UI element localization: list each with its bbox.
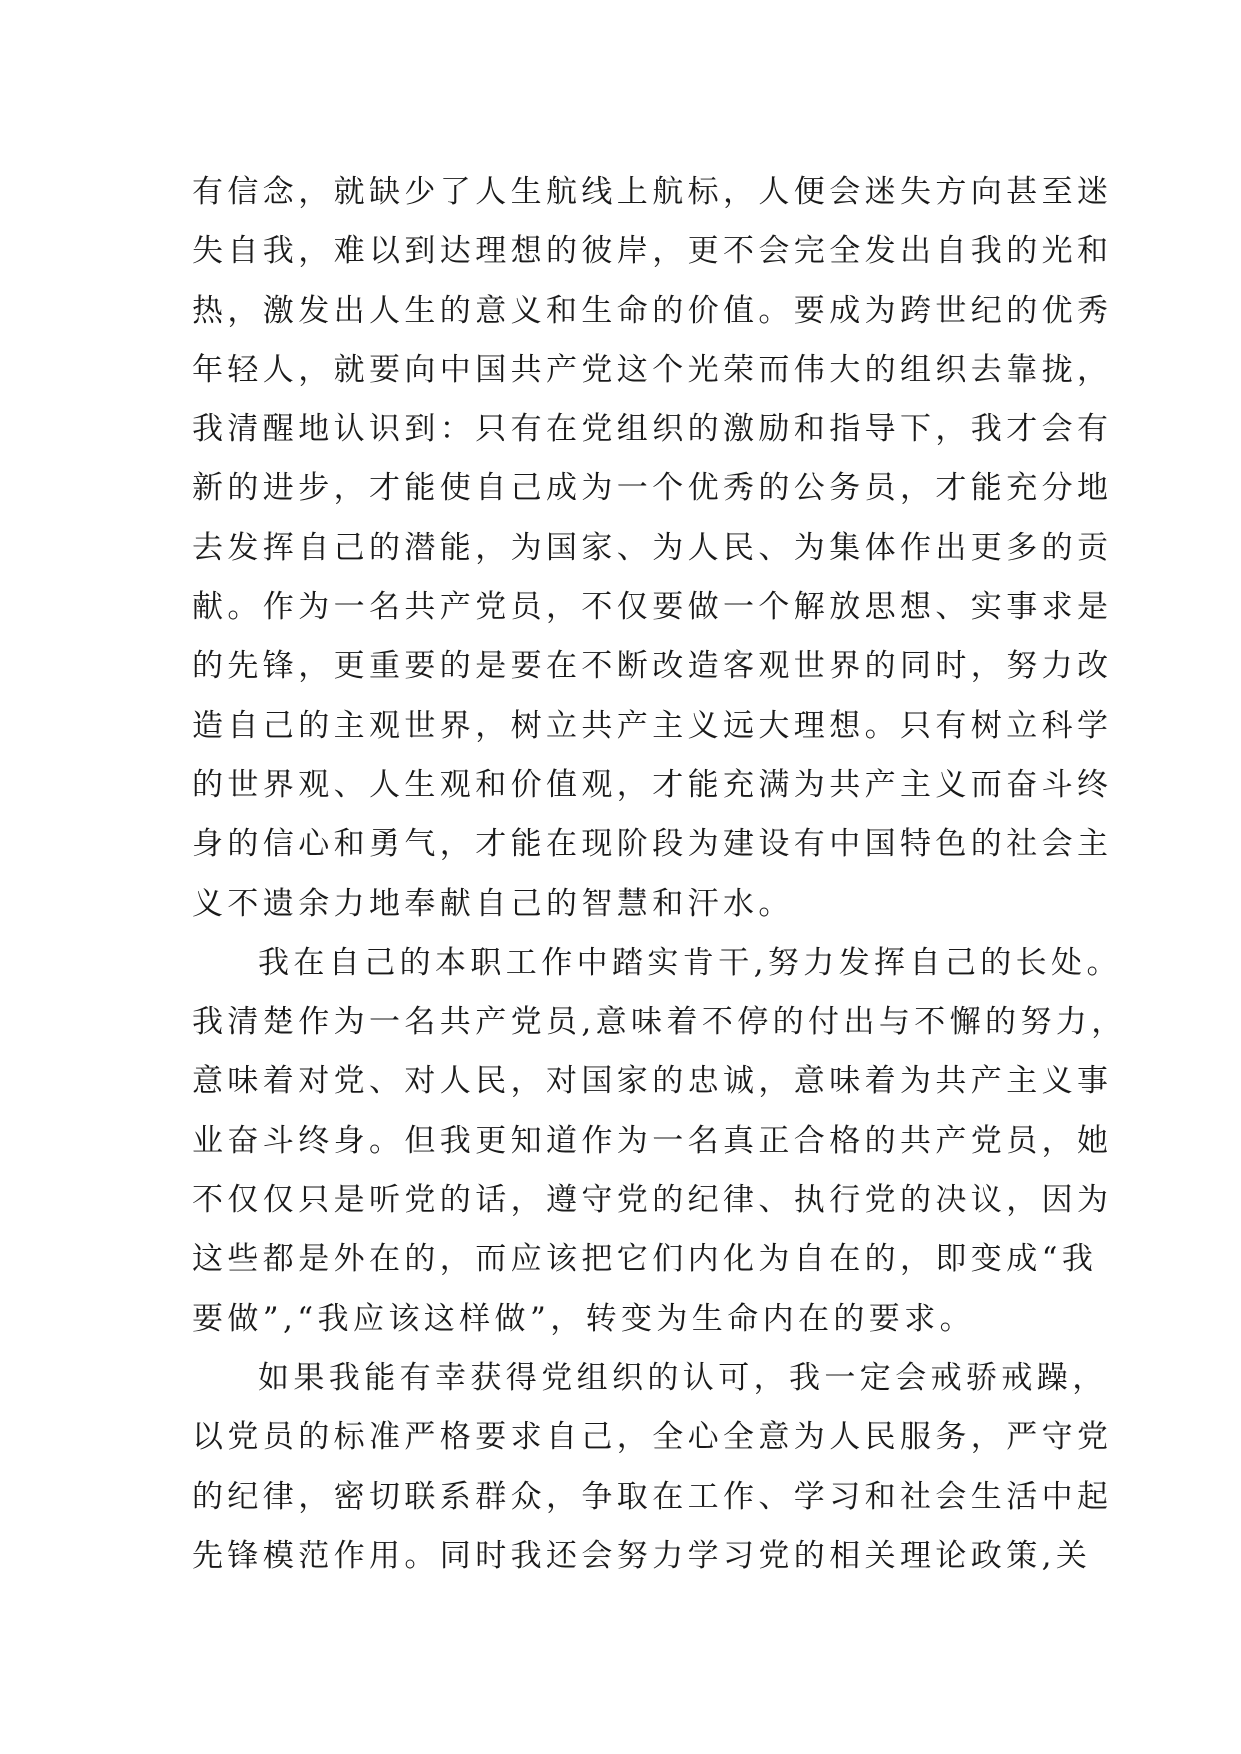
text-line: 失自我，难以到达理想的彼岸，更不会完全发出自我的光和 <box>192 233 1113 270</box>
text-line: 以党员的标准严格要求自己，全心全意为人民服务，严守党 <box>192 1419 1113 1456</box>
paragraph-2 <box>192 934 1127 1349</box>
text-line: 我清楚作为一名共产党员,意味着不停的付出与不懈的努力， <box>192 1004 1127 1041</box>
text-line: 义不遗余力地奉献自己的智慧和汗水。 <box>192 885 794 922</box>
text-line: 要做”,“我应该这样做”，转变为生命内在的要求。 <box>192 1300 975 1337</box>
text-line: 献。作为一名共产党员，不仅要做一个解放思想、实事求是 <box>192 589 1113 626</box>
text-line: 身的信心和勇气，才能在现阶段为建设有中国特色的社会主 <box>192 826 1113 863</box>
text-line: 去发挥自己的潜能，为国家、为人民、为集体作出更多的贡 <box>192 529 1113 566</box>
paragraph-3 <box>192 1349 1113 1586</box>
text-line: 有信念，就缺少了人生航线上航标，人便会迷失方向甚至迷 <box>192 174 1113 210</box>
text-line: 意味着对党、对人民，对国家的忠诚，意味着为共产主义事 <box>192 1063 1113 1100</box>
text-line: 先锋模范作用。同时我还会努力学习党的相关理论政策,关 <box>192 1537 1092 1574</box>
text-line: 年轻人，就要向中国共产党这个光荣而伟大的组织去靠拢， <box>192 351 1113 388</box>
text-line-first: 如果我能有幸获得党组织的认可，我一定会戒骄戒躁， <box>258 1359 1108 1396</box>
text-line: 新的进步，才能使自己成为一个优秀的公务员，才能充分地 <box>192 470 1113 507</box>
document-body <box>192 163 1127 1586</box>
text-line: 造自己的主观世界，树立共产主义远大理想。只有树立科学 <box>192 707 1113 744</box>
text-line: 我清醒地认识到：只有在党组织的激励和指导下，我才会有 <box>192 411 1113 448</box>
text-line: 不仅仅只是听党的话，遵守党的纪律、执行党的决议，因为 <box>192 1182 1113 1219</box>
text-line: 业奋斗终身。但我更知道作为一名真正合格的共产党员，她 <box>192 1122 1113 1159</box>
text-line: 这些都是外在的，而应该把它们内化为自在的，即变成“我 <box>192 1241 1098 1278</box>
text-line: 热，激发出人生的意义和生命的价值。要成为跨世纪的优秀 <box>192 292 1113 329</box>
paragraph-1 <box>192 163 1113 934</box>
text-line: 的先锋，更重要的是要在不断改造客观世界的同时，努力改 <box>192 648 1113 685</box>
text-line-first: 我在自己的本职工作中踏实肯干,努力发挥自己的长处。 <box>258 944 1122 981</box>
text-line: 的纪律，密切联系群众，争取在工作、学习和社会生活中起 <box>192 1478 1113 1515</box>
text-line: 的世界观、人生观和价值观，才能充满为共产主义而奋斗终 <box>192 766 1113 803</box>
